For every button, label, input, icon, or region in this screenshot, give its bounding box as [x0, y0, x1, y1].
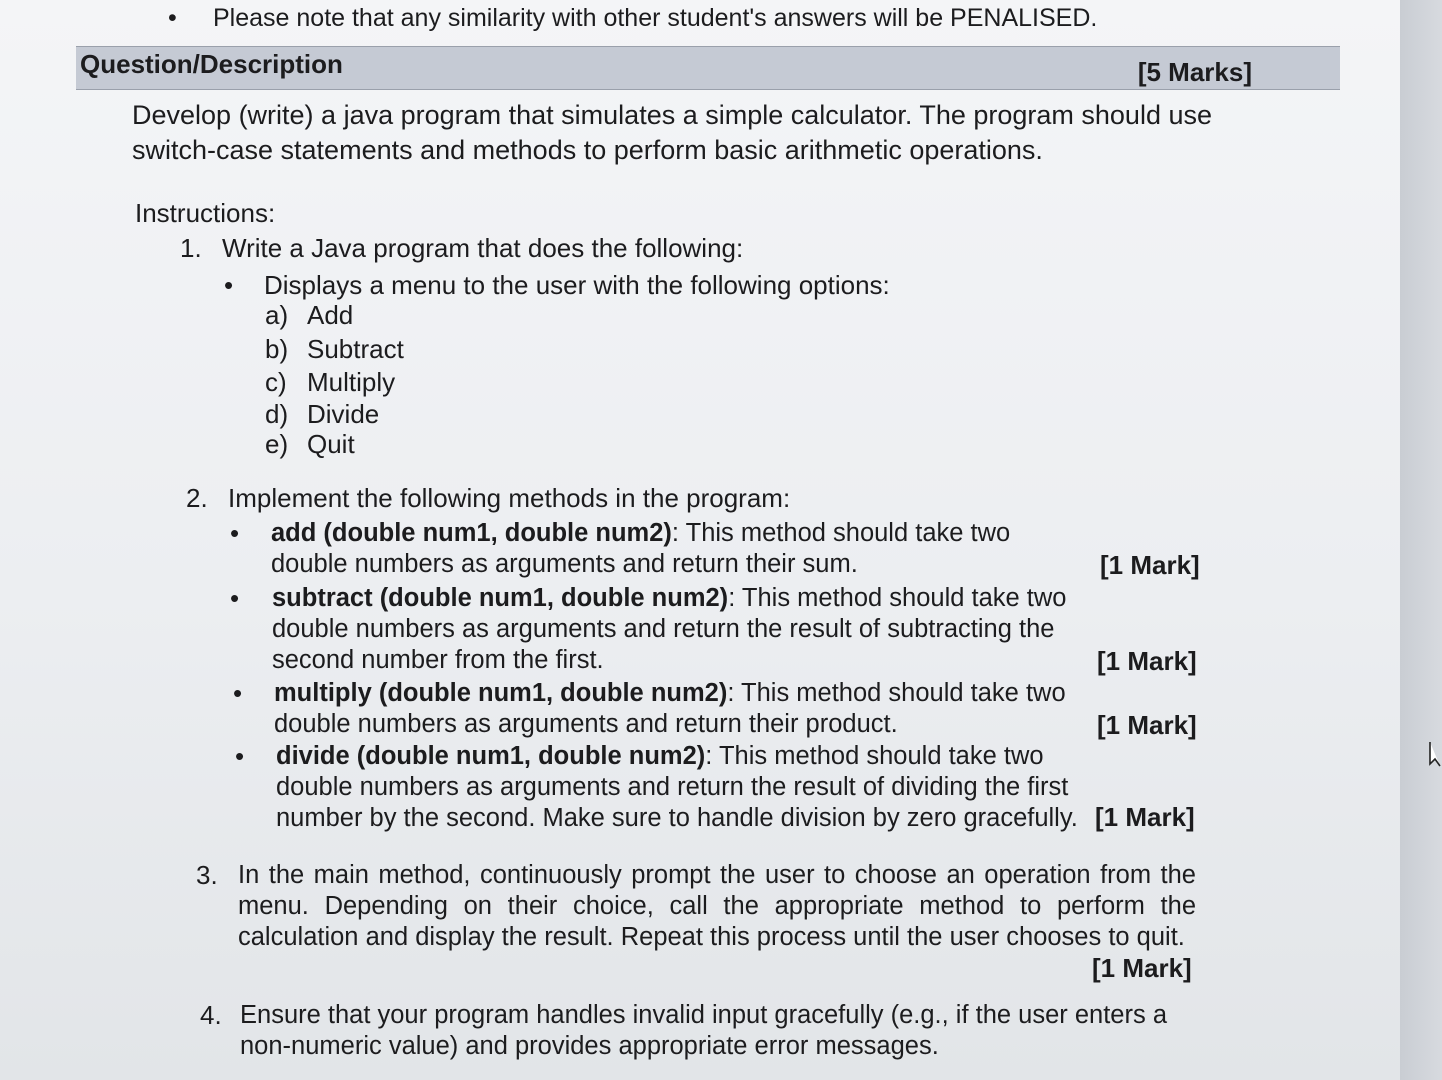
step-4-text: Ensure that your program handles invalid input gracefully (e.g., if the user enters a non-numeric value) and provides appropriate error messages. — [240, 1001, 1168, 1060]
step-3-text: In the main method, continuously prompt the user to choose an operation from the menu. Depending on their choice, call the appropriate method to perform the calculation and display the result. Repeat this process until the user chooses to quit. — [238, 861, 1196, 951]
bullet-icon: • — [235, 741, 245, 771]
method-signature: add (double num1, double num2) — [271, 519, 672, 547]
step-number: 2. — [186, 483, 208, 513]
method-add — [271, 518, 1091, 580]
mouse-pointer-icon — [1428, 740, 1442, 768]
step-2 — [186, 483, 790, 514]
plagiarism-note — [168, 4, 1097, 33]
bullet-icon: • — [233, 678, 243, 708]
note-text: Please note that any similarity with other student's answers will be PENALISED. — [213, 4, 1098, 32]
method-mark: [1 Mark] — [1100, 550, 1200, 580]
method-description: : This method should take two double numbers as arguments and return the result of subtracting the second number from the first. — [272, 584, 1067, 674]
menu-option: c) Multiply — [265, 367, 396, 397]
method-signature: divide (double num1, double num2) — [276, 742, 706, 770]
bullet-icon: • — [168, 4, 177, 32]
step-3-mark: [1 Mark] — [1092, 953, 1192, 983]
bullet-icon: • — [230, 518, 240, 548]
menu-option: b) Subtract — [265, 334, 404, 364]
method-signature: subtract (double num1, double num2) — [272, 584, 729, 612]
method-signature: multiply (double num1, double num2) — [274, 679, 728, 707]
step-1 — [180, 233, 743, 264]
method-description: : This method should take two double numbers as arguments and return the result of dividing the first number by the second. Make sure to handle division by zero gracefully. — [276, 742, 1078, 832]
method-multiply — [274, 678, 1089, 740]
method-mark: [1 Mark] — [1097, 710, 1197, 740]
section-header — [76, 46, 1340, 90]
total-marks: [5 Marks] — [1137, 57, 1252, 87]
step-number: 3. — [196, 860, 218, 890]
method-divide — [276, 741, 1088, 834]
menu-option: e) Quit — [265, 429, 355, 459]
section-title: Question/Description — [80, 49, 343, 79]
bullet-icon: • — [230, 583, 240, 613]
method-description: : This method should take two double numbers as arguments and return their sum. — [271, 519, 1011, 578]
menu-bullet-text: Displays a menu to the user with the following options: — [264, 270, 890, 300]
menu-option: d) Divide — [265, 399, 380, 429]
method-mark: [1 Mark] — [1097, 646, 1197, 676]
question-description: Develop (write) a java program that simulates a simple calculator. The program should use switch-case statements and methods to perform basic arithmetic operations. — [132, 100, 1212, 165]
menu-option: a) Add — [265, 300, 354, 330]
method-description: : This method should take two double numbers as arguments and return their product. — [274, 679, 1066, 738]
step-number: 4. — [200, 1000, 222, 1030]
screen-edge — [1400, 0, 1442, 1080]
step-number: 1. — [180, 233, 202, 263]
method-mark: [1 Mark] — [1095, 802, 1195, 832]
step-text: Write a Java program that does the following: — [222, 233, 744, 263]
instructions-label: Instructions: — [135, 198, 276, 228]
method-subtract — [272, 583, 1102, 676]
step-text: Implement the following methods in the program: — [228, 483, 791, 513]
bullet-icon: • — [224, 270, 234, 300]
